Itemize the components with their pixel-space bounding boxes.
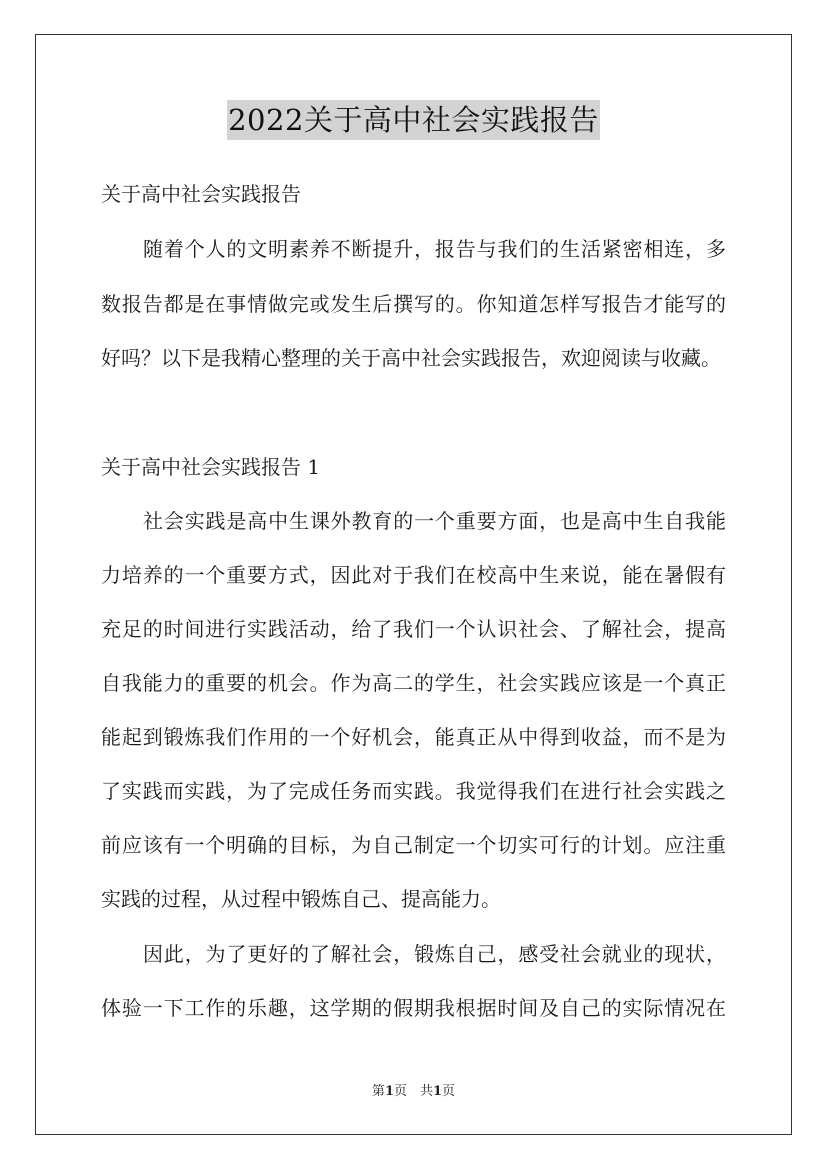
footer-page-suffix: 页	[442, 1084, 456, 1099]
paragraph-line: 社会实践是高中生课外教育的一个重要方面，也是高中生自我能	[143, 509, 726, 533]
intro-line: 数报告都是在事情做完或发生后撰写的。你知道怎样写报告才能写的	[101, 292, 726, 316]
footer-page-total: 1	[433, 1084, 443, 1099]
paragraph-line: 体验一下工作的乐趣，这学期的假期我根据时间及自己的实际情况在	[101, 996, 726, 1020]
section-heading: 关于高中社会实践报告 1	[101, 455, 321, 479]
paragraph-line: 因此，为了更好的了解社会，锻炼自己，感受社会就业的现状，	[143, 942, 726, 966]
paragraph-line: 了实践而实践，为了完成任务而实践。我觉得我们在进行社会实践之	[101, 779, 726, 803]
paragraph-line: 力培养的一个重要方式，因此对于我们在校高中生来说，能在暑假有	[101, 563, 726, 587]
footer-page-prefix: 第	[371, 1084, 385, 1099]
intro-line: 随着个人的文明素养不断提升，报告与我们的生活紧密相连，多	[143, 237, 726, 261]
footer-page-current: 1	[384, 1084, 394, 1099]
footer-page-mid: 页 共	[393, 1084, 433, 1099]
document-title: 2022关于高中社会实践报告	[227, 100, 600, 140]
document-subtitle: 关于高中社会实践报告	[101, 182, 301, 206]
paragraph-line: 前应该有一个明确的目标，为自己制定一个切实可行的计划。应注重	[101, 833, 726, 857]
paragraph-line: 实践的过程，从过程中锻炼自己、提高能力。	[101, 887, 501, 911]
paragraph-line: 充足的时间进行实践活动，给了我们一个认识社会、了解社会，提高	[101, 617, 726, 641]
page-footer	[0, 1083, 827, 1101]
paragraph-line: 能起到锻炼我们作用的一个好机会，能真正从中得到收益，而不是为	[101, 725, 726, 749]
title-container	[0, 100, 827, 140]
paragraph-line: 自我能力的重要的机会。作为高二的学生，社会实践应该是一个真正	[101, 671, 726, 695]
intro-line: 好吗？以下是我精心整理的关于高中社会实践报告，欢迎阅读与收藏。	[101, 346, 721, 370]
